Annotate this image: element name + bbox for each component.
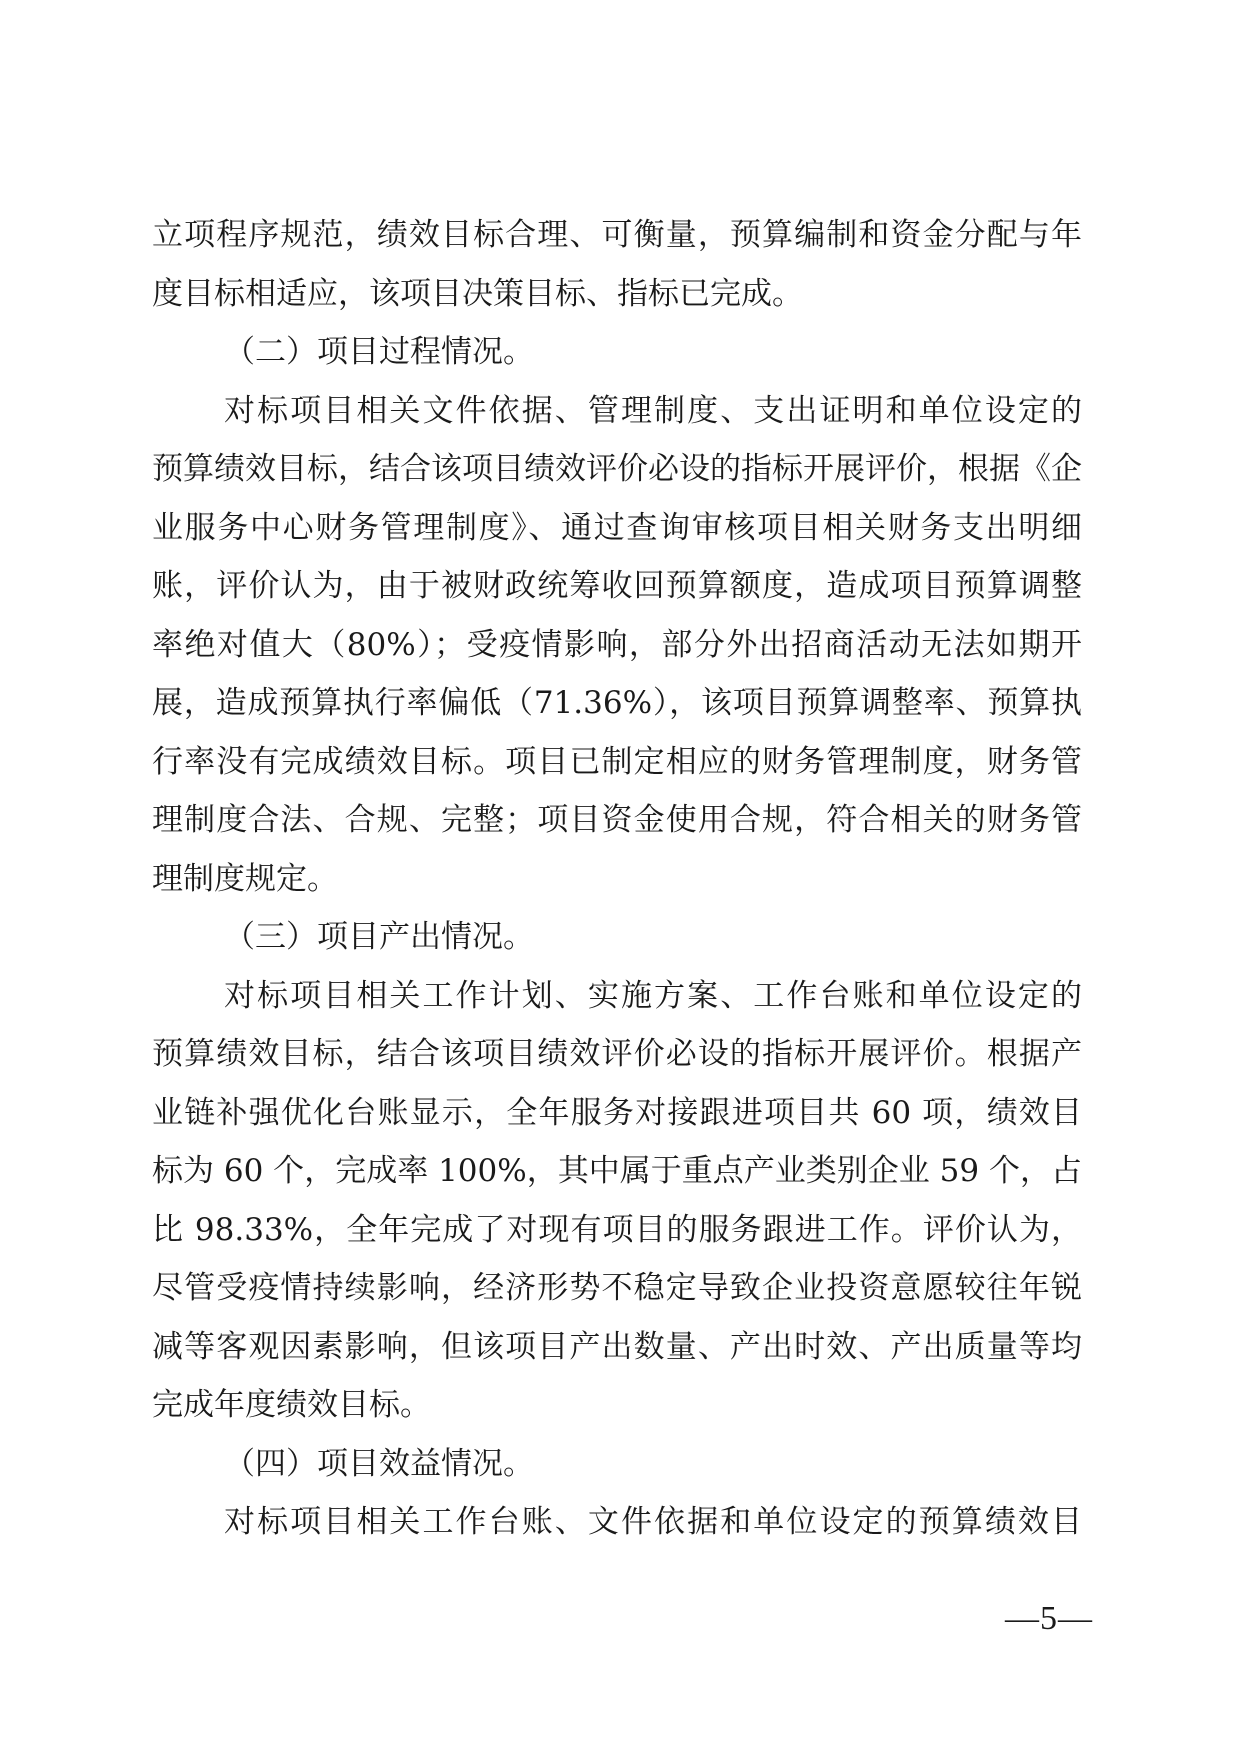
text-line: 预算绩效目标，结合该项目绩效评价必设的指标开展评价，根据《企: [152, 451, 1082, 487]
text-line: 减等客观因素影响，但该项目产出数量、产出时效、产出质量等均: [152, 1328, 1082, 1365]
text-line: 完成年度绩效目标。: [152, 1387, 431, 1423]
document-body: [152, 213, 1082, 1559]
section-heading: （二）项目过程情况。: [224, 334, 534, 370]
page-number: —5—: [1005, 1600, 1093, 1637]
text-line: 预算绩效目标，结合该项目绩效评价必设的指标开展评价。根据产: [152, 1036, 1082, 1072]
text-line: 业链补强优化台账显示，全年服务对接跟进项目共 60 项，绩效目: [152, 1094, 1082, 1131]
text-line: 理制度合法、合规、完整；项目资金使用合规，符合相关的财务管: [152, 802, 1082, 838]
text-line: 度目标相适应，该项目决策目标、指标已完成。: [152, 275, 803, 312]
text-line: 比 98.33%，全年完成了对现有项目的服务跟进工作。评价认为，: [152, 1211, 1082, 1248]
text-line: 标为 60 个，完成率 100%，其中属于重点产业类别企业 59 个，占: [152, 1153, 1082, 1189]
section-heading: （四）项目效益情况。: [224, 1445, 534, 1482]
text-line: 对标项目相关工作计划、实施方案、工作台账和单位设定的: [224, 977, 1082, 1014]
text-line: 账，评价认为，由于被财政统筹收回预算额度，造成项目预算调整: [152, 568, 1082, 604]
text-line: 业服务中心财务管理制度》、通过查询审核项目相关财务支出明细: [152, 509, 1082, 546]
text-line: 立项程序规范，绩效目标合理、可衡量，预算编制和资金分配与年: [152, 217, 1082, 253]
text-line: 率绝对值大（80%）；受疫情影响，部分外出招商活动无法如期开: [152, 626, 1082, 663]
section-heading: （三）项目产出情况。: [224, 919, 534, 955]
text-line: 对标项目相关工作台账、文件依据和单位设定的预算绩效目: [224, 1504, 1082, 1540]
text-line: 对标项目相关文件依据、管理制度、支出证明和单位设定的: [224, 392, 1082, 429]
text-line: 行率没有完成绩效目标。项目已制定相应的财务管理制度，财务管: [152, 743, 1082, 780]
text-line: 尽管受疫情持续影响，经济形势不稳定导致企业投资意愿较往年锐: [152, 1270, 1082, 1306]
text-line: 展，造成预算执行率偏低（71.36%），该项目预算调整率、预算执: [152, 685, 1082, 721]
text-line: 理制度规定。: [152, 860, 338, 897]
